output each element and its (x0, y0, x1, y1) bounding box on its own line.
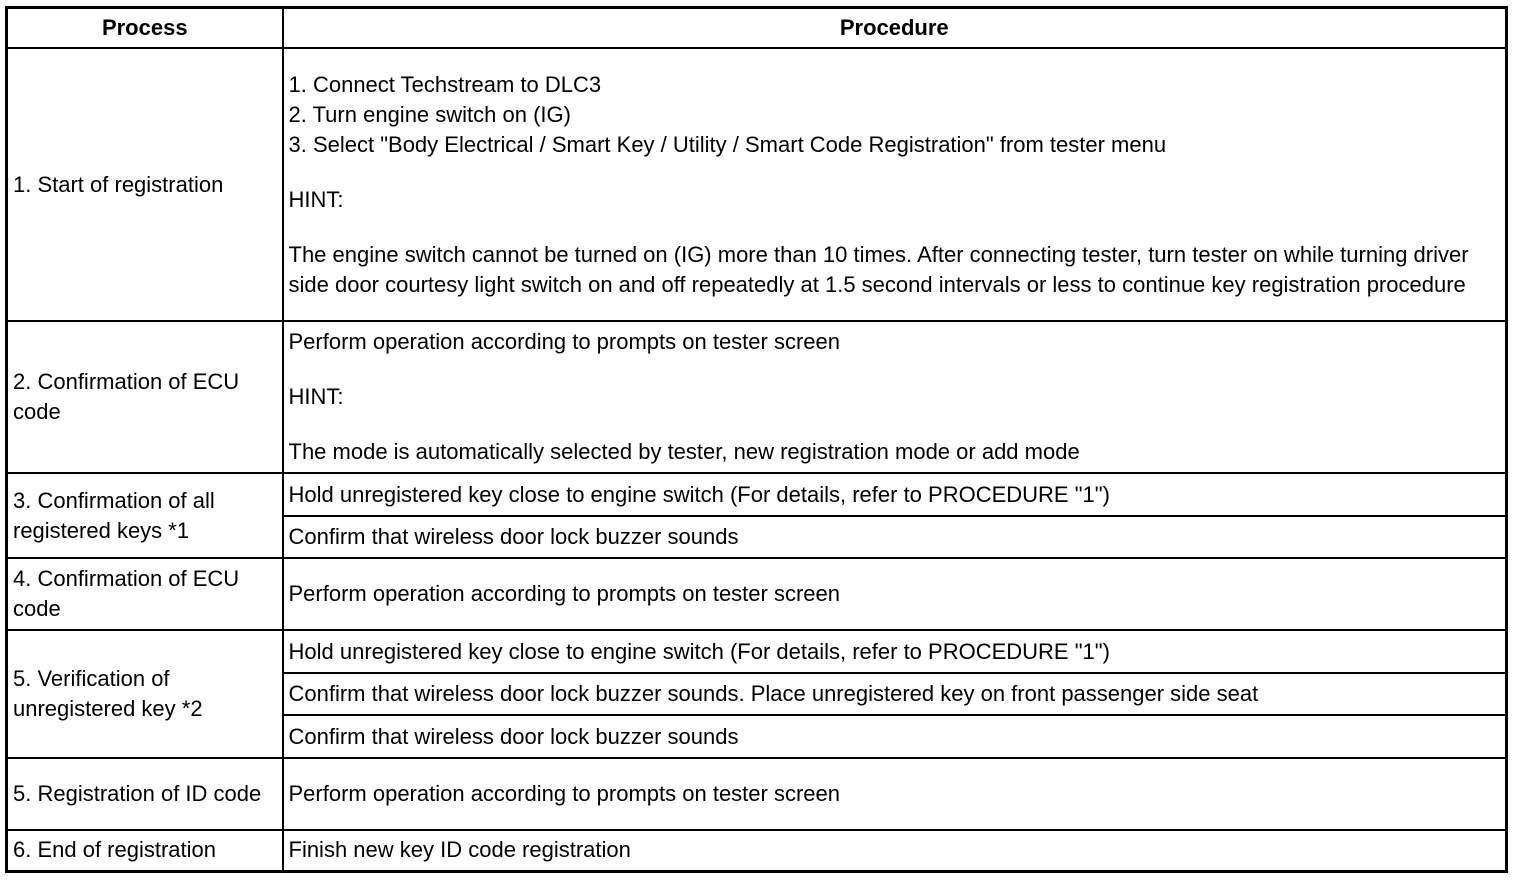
table-row (7, 48, 1507, 321)
procedure-cell: Perform operation according to prompts on tester screen (283, 558, 1507, 630)
procedure-column-header: Procedure (283, 8, 1507, 49)
process-cell: 5. Verification of unregistered key *2 (7, 630, 283, 758)
hint-text: The engine switch cannot be turned on (IG) more than 10 times. After connecting tester, turn tester on while turning driver side door courtesy light switch on and off repeatedly at 1.5 second intervals or less to continue key registration procedure (288, 241, 1469, 297)
process-cell: 1. Start of registration (7, 48, 283, 321)
process-cell: 6. End of registration (7, 830, 283, 872)
process-cell: 4. Confirmation of ECU code (7, 558, 283, 630)
procedure-cell: Perform operation according to prompts on tester screen (283, 758, 1507, 830)
hint-text: The mode is automatically selected by tester, new registration mode or add mode (288, 439, 1080, 465)
procedure-cell: Confirm that wireless door lock buzzer sounds (283, 516, 1507, 559)
table-row (7, 558, 1507, 630)
procedure-line: 3. Select "Body Electrical / Smart Key / Utility / Smart Code Registration" from tester menu (288, 131, 1167, 157)
hint-label: HINT: (288, 186, 344, 212)
hint-label: HINT: (288, 384, 344, 410)
procedure-cell (283, 321, 1507, 473)
procedure-cell: Hold unregistered key close to engine switch (For details, refer to PROCEDURE "1") (283, 473, 1507, 516)
procedure-line: Perform operation according to prompts on tester screen (288, 329, 840, 355)
procedure-cell: Confirm that wireless door lock buzzer sounds (283, 715, 1507, 758)
procedure-cell: Confirm that wireless door lock buzzer sounds. Place unregistered key on front passenger side seat (283, 673, 1507, 716)
table-row (7, 758, 1507, 830)
procedure-cell (283, 48, 1507, 321)
procedure-cell: Hold unregistered key close to engine switch (For details, refer to PROCEDURE "1") (283, 630, 1507, 673)
process-cell: 2. Confirmation of ECU code (7, 321, 283, 473)
table-row (7, 630, 1507, 673)
procedure-line: 2. Turn engine switch on (IG) (288, 101, 571, 127)
table-row (7, 321, 1507, 473)
table-row (7, 473, 1507, 516)
table-row (7, 830, 1507, 872)
table-header-row (7, 8, 1507, 49)
process-cell: 3. Confirmation of all registered keys *1 (7, 473, 283, 558)
process-cell: 5. Registration of ID code (7, 758, 283, 830)
procedure-line: 1. Connect Techstream to DLC3 (288, 71, 602, 97)
procedure-cell: Finish new key ID code registration (283, 830, 1507, 872)
process-column-header: Process (7, 8, 283, 49)
registration-procedure-table (5, 6, 1508, 873)
